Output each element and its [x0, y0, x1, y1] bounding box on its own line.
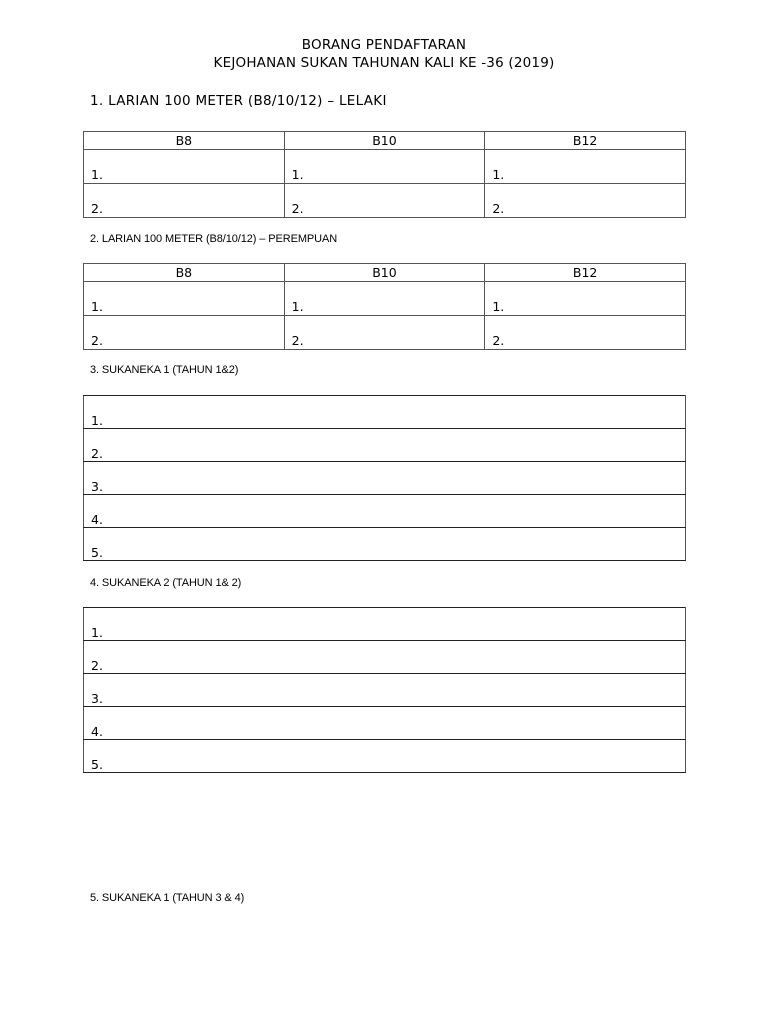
entry-cell[interactable]: 1. [84, 150, 285, 184]
entry-cell[interactable]: 1. [84, 608, 686, 641]
entry-cell[interactable]: 5. [84, 528, 686, 561]
entry-cell[interactable]: 1. [284, 282, 485, 316]
entry-cell[interactable]: 1. [485, 150, 686, 184]
table-header-row [84, 132, 686, 150]
entry-cell[interactable]: 1. [284, 150, 485, 184]
form-subtitle: KEJOHANAN SUKAN TAHUNAN KALI KE -36 (2019) [213, 55, 555, 71]
entry-cell[interactable]: 1. [84, 282, 285, 316]
entry-cell[interactable]: 3. [84, 674, 686, 707]
column-header-b8: B8 [84, 132, 285, 150]
entry-cell[interactable]: 2. [485, 316, 686, 350]
section-2-table [83, 263, 686, 350]
form-title: BORANG PENDAFTARAN [301, 37, 467, 53]
table-row [84, 184, 686, 218]
entry-cell[interactable]: 1. [84, 396, 686, 429]
table-row [84, 396, 686, 429]
entry-cell[interactable]: 5. [84, 740, 686, 773]
column-header-b10: B10 [284, 264, 485, 282]
table-row [84, 282, 686, 316]
table-header-row [84, 264, 686, 282]
table-row [84, 707, 686, 740]
entry-cell[interactable]: 2. [485, 184, 686, 218]
table-row [84, 429, 686, 462]
table-row [84, 528, 686, 561]
entry-cell[interactable]: 2. [84, 641, 686, 674]
table-row [84, 316, 686, 350]
table-row [84, 740, 686, 773]
section-1-heading: 1. LARIAN 100 METER (B8/10/12) – LELAKI [90, 93, 387, 109]
entry-cell[interactable]: 2. [284, 184, 485, 218]
table-row [84, 608, 686, 641]
entry-cell[interactable]: 4. [84, 495, 686, 528]
entry-cell[interactable]: 2. [84, 429, 686, 462]
column-header-b10: B10 [284, 132, 485, 150]
entry-cell[interactable]: 3. [84, 462, 686, 495]
table-row [84, 674, 686, 707]
column-header-b12: B12 [485, 264, 686, 282]
entry-cell[interactable]: 1. [485, 282, 686, 316]
section-2-heading: 2. LARIAN 100 METER (B8/10/12) – PEREMPUAN [90, 233, 338, 245]
section-3-table [83, 395, 686, 561]
entry-cell[interactable]: 2. [84, 316, 285, 350]
entry-cell[interactable]: 2. [284, 316, 485, 350]
section-4-table [83, 607, 686, 773]
column-header-b8: B8 [84, 264, 285, 282]
table-row [84, 641, 686, 674]
table-row [84, 495, 686, 528]
section-4-heading: 4. SUKANEKA 2 (TAHUN 1& 2) [90, 577, 242, 589]
entry-cell[interactable]: 2. [84, 184, 285, 218]
column-header-b12: B12 [485, 132, 686, 150]
section-5-heading: 5. SUKANEKA 1 (TAHUN 3 & 4) [90, 892, 245, 904]
section-1-table [83, 131, 686, 218]
table-row [84, 150, 686, 184]
entry-cell[interactable]: 4. [84, 707, 686, 740]
table-row [84, 462, 686, 495]
section-3-heading: 3. SUKANEKA 1 (TAHUN 1&2) [90, 364, 239, 376]
